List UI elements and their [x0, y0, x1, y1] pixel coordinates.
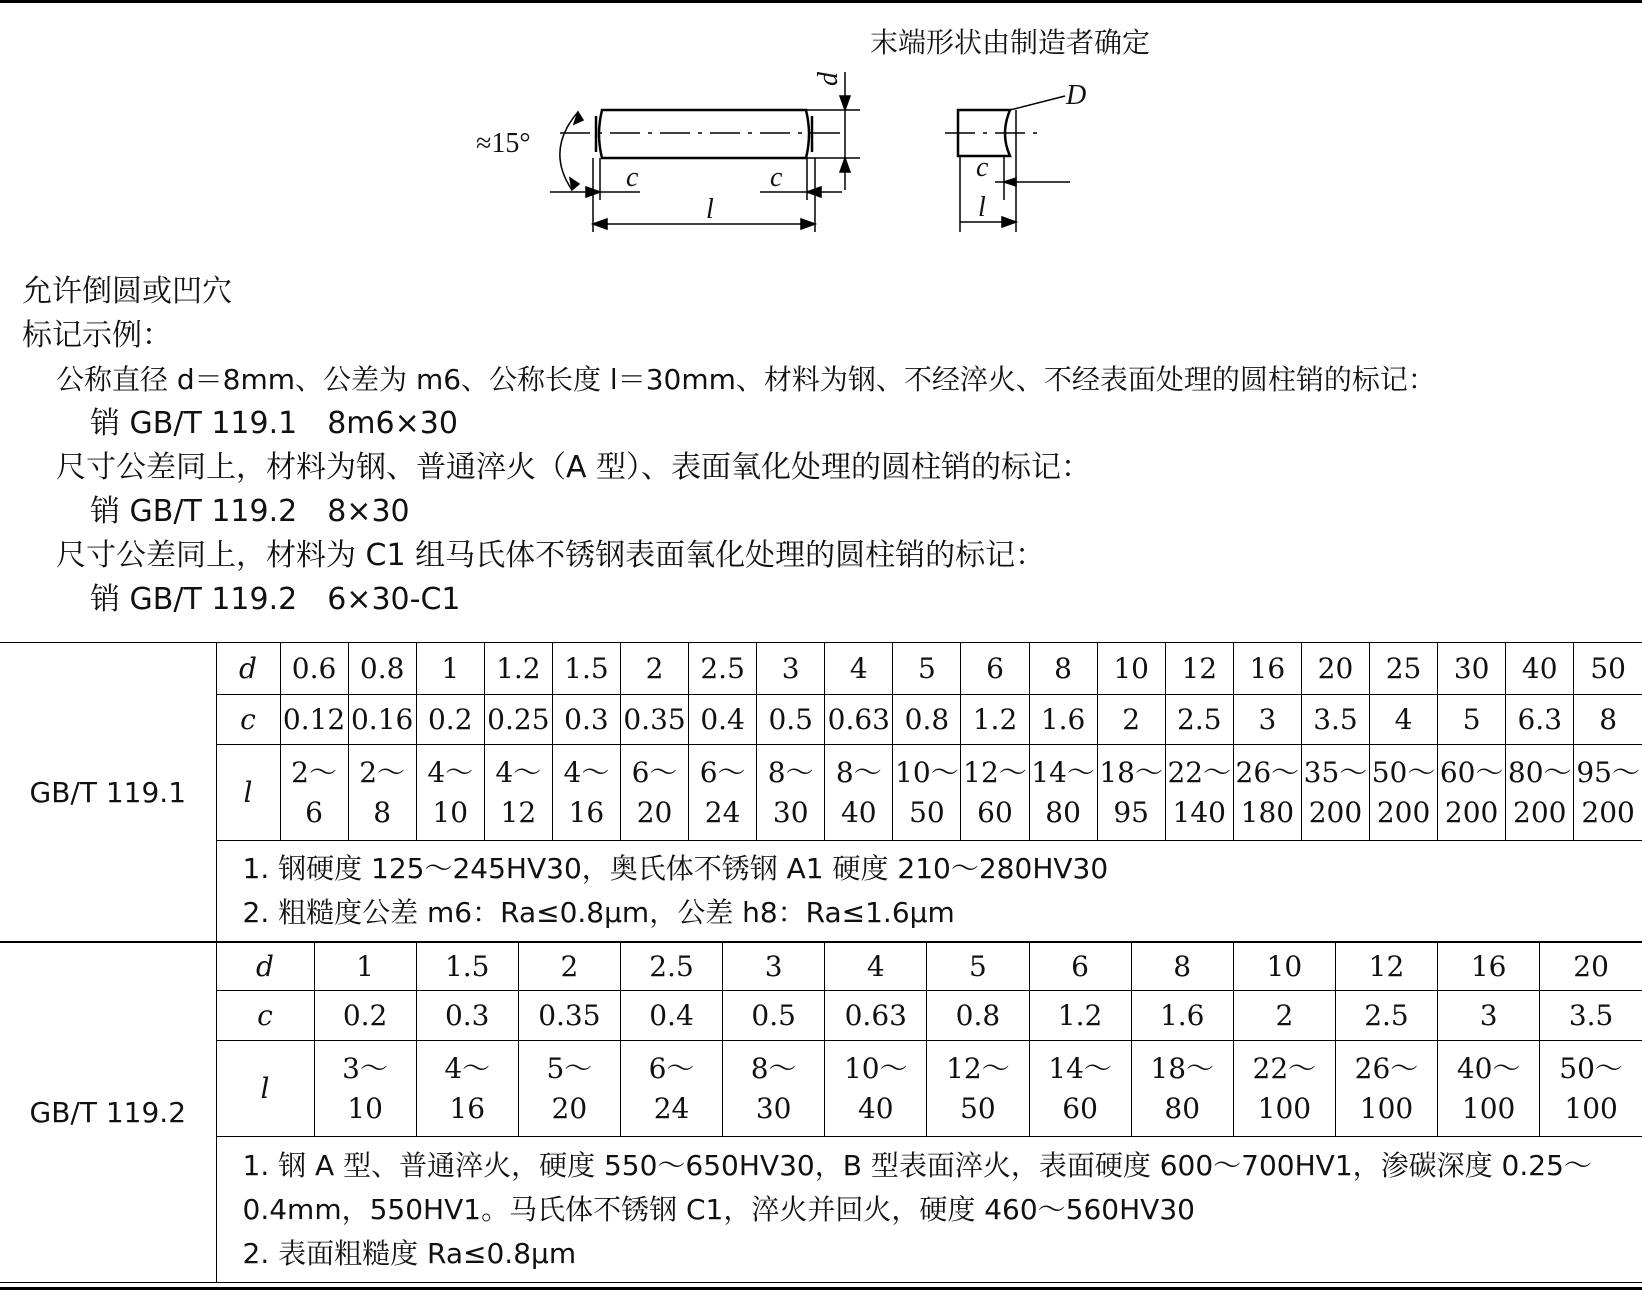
cell-l-max: 200 — [1308, 795, 1363, 829]
cell-l-max: 80 — [1164, 1091, 1201, 1125]
cell-l-max: 200 — [1513, 795, 1567, 829]
cell-l — [1029, 745, 1097, 841]
cell-c: 0.35 — [620, 695, 688, 745]
cell-d: 16 — [1233, 643, 1301, 695]
cell-l-min: 10～ — [843, 1051, 908, 1085]
table-note-2: 2. 粗糙度公差 m6：Ra≤0.8μm，公差 h8：Ra≤1.6μm — [242, 896, 955, 929]
cell-l-min: 26～ — [1235, 755, 1300, 789]
cell-c: 1.2 — [961, 695, 1029, 745]
standard-label: GB/T 119.2 — [0, 943, 216, 1283]
cell-l — [1335, 1041, 1437, 1137]
cell-l — [1233, 1041, 1335, 1137]
note-line: 公称直径 d＝8mm、公差为 m6、公称长度 l＝30mm、材料为钢、不经淬火、不经表面处理的圆柱销的标记： — [56, 363, 1436, 396]
cell-l-max: 140 — [1172, 795, 1226, 829]
cell-l-max: 40 — [840, 795, 877, 829]
table-note-2: 2. 表面粗糙度 Ra≤0.8μm — [242, 1236, 577, 1270]
cell-c: 6.3 — [1506, 695, 1574, 745]
cell-d: 6 — [961, 643, 1029, 695]
pin-drawing — [0, 0, 1642, 250]
cell-l — [1506, 745, 1574, 841]
note-line: 销 GB/T 119.2 8×30 — [90, 494, 410, 529]
cell-l — [893, 745, 961, 841]
cell-c: 4 — [1370, 695, 1438, 745]
cell-c: 0.2 — [314, 991, 416, 1041]
cell-d: 25 — [1370, 643, 1438, 695]
cell-l-min: 80～ — [1507, 755, 1572, 789]
cell-c: 0.63 — [825, 695, 893, 745]
cell-l-max: 50 — [909, 795, 945, 829]
cell-l — [1438, 1041, 1540, 1137]
angle-label: ≈15° — [476, 128, 531, 159]
cell-c: 0.16 — [348, 695, 416, 745]
cell-l — [1165, 745, 1233, 841]
cell-d: 12 — [1335, 943, 1437, 991]
row-header-d: d — [216, 643, 280, 695]
cell-l-min: 95～ — [1576, 755, 1640, 789]
cell-l — [620, 745, 688, 841]
cell-d: 5 — [927, 943, 1029, 991]
cell-l-max: 100 — [1257, 1091, 1312, 1125]
cell-d: 1.5 — [552, 643, 620, 695]
cell-c: 0.35 — [518, 991, 620, 1041]
note-line: 尺寸公差同上，材料为钢、普通淬火（A 型）、表面氧化处理的圆柱销的标记： — [56, 450, 1092, 485]
cell-c: 0.25 — [484, 695, 552, 745]
cell-c: 0.3 — [416, 991, 518, 1041]
cell-l-min: 2～ — [359, 755, 406, 789]
cell-l — [518, 1041, 620, 1137]
cell-l-max: 50 — [960, 1091, 996, 1125]
row-header-l: l — [216, 1041, 314, 1137]
cell-l-max: 10 — [432, 795, 469, 829]
cell-c: 5 — [1438, 695, 1506, 745]
table-gb-t-119-1 — [0, 642, 1642, 942]
cell-l-max: 95 — [1113, 795, 1149, 829]
detail-c-label: c — [976, 152, 989, 183]
cell-c: 8 — [1574, 695, 1642, 745]
cell-l-max: 24 — [704, 795, 741, 829]
cell-c: 0.4 — [689, 695, 757, 745]
row-header-l: l — [216, 745, 280, 841]
cell-l — [961, 745, 1029, 841]
cell-l — [314, 1041, 416, 1137]
cell-l-max: 24 — [653, 1091, 690, 1125]
cell-d: 10 — [1097, 643, 1165, 695]
cell-l-min: 8～ — [835, 755, 882, 789]
cell-l-min: 5～ — [546, 1051, 593, 1085]
cell-l-min: 4～ — [427, 755, 474, 789]
cell-c: 1.6 — [1131, 991, 1233, 1041]
cell-l-max: 6 — [305, 795, 323, 829]
cell-l-max: 20 — [636, 795, 673, 829]
cell-l-max: 200 — [1581, 795, 1635, 829]
cell-l — [1438, 745, 1506, 841]
cell-l — [723, 1041, 825, 1137]
cell-l-min: 12～ — [963, 755, 1027, 789]
cell-l-max: 40 — [857, 1091, 894, 1125]
cell-c: 0.5 — [757, 695, 825, 745]
cell-l — [416, 745, 484, 841]
cell-d: 0.8 — [348, 643, 416, 695]
note-line: 标记示例： — [22, 318, 172, 353]
cell-l — [825, 745, 893, 841]
dim-l-label: l — [706, 194, 714, 225]
end-shape-note: 末端形状由制造者确定 — [870, 28, 1151, 59]
cell-c: 0.63 — [825, 991, 927, 1041]
cell-l-max: 16 — [568, 795, 605, 829]
cell-l-max: 180 — [1240, 795, 1295, 829]
note-line: 销 GB/T 119.2 6×30-C1 — [90, 582, 461, 617]
cell-d: 12 — [1165, 643, 1233, 695]
cell-l-min: 4～ — [495, 755, 542, 789]
cell-l — [620, 1041, 722, 1137]
cell-l-max: 100 — [1564, 1091, 1618, 1125]
cell-l — [1131, 1041, 1233, 1137]
cell-d: 1 — [416, 643, 484, 695]
cell-d: 2 — [518, 943, 620, 991]
cell-l — [825, 1041, 927, 1137]
cell-l — [416, 1041, 518, 1137]
cell-c: 2.5 — [1335, 991, 1437, 1041]
cell-l-min: 35～ — [1303, 755, 1368, 789]
cell-d: 20 — [1540, 943, 1642, 991]
cell-d: 4 — [825, 643, 893, 695]
cell-l — [484, 745, 552, 841]
note-line: 允许倒圆或凹穴 — [22, 274, 232, 309]
cell-d: 0.6 — [280, 643, 348, 695]
cell-d: 6 — [1029, 943, 1131, 991]
cell-l-min: 2～ — [291, 755, 337, 789]
cell-d: 3 — [723, 943, 825, 991]
cell-l-max: 8 — [373, 795, 392, 829]
cell-l-max: 16 — [449, 1091, 486, 1125]
cell-l — [689, 745, 757, 841]
cell-c: 2 — [1097, 695, 1165, 745]
detail-D-label: D — [1066, 80, 1087, 111]
cell-l-max: 60 — [1062, 1091, 1098, 1125]
cell-l-max: 10 — [347, 1091, 383, 1125]
cell-d: 2.5 — [689, 643, 757, 695]
cell-c: 0.3 — [552, 695, 620, 745]
dim-d-label: d — [813, 72, 844, 86]
cell-d: 2 — [620, 643, 688, 695]
cell-l-min: 50～ — [1559, 1051, 1623, 1085]
table-gb-t-119-2 — [0, 942, 1642, 1283]
cell-l-min: 50～ — [1371, 755, 1436, 789]
cell-l — [348, 745, 416, 841]
cell-d: 3 — [757, 643, 825, 695]
cell-l — [1233, 745, 1301, 841]
cell-l-min: 3～ — [342, 1051, 388, 1085]
cell-l-max: 100 — [1359, 1091, 1414, 1125]
table-notes — [216, 1137, 1642, 1283]
cell-l-min: 6～ — [699, 755, 746, 789]
cell-d: 1.5 — [416, 943, 518, 991]
cell-l-min: 12～ — [946, 1051, 1010, 1085]
cell-c: 0.5 — [723, 991, 825, 1041]
cell-l — [552, 745, 620, 841]
row-header-d: d — [216, 943, 314, 991]
cell-c: 1.2 — [1029, 991, 1131, 1041]
dim-c-left-label: c — [626, 162, 639, 193]
cell-l-min: 4～ — [563, 755, 610, 789]
cell-l-min: 6～ — [648, 1051, 695, 1085]
cell-d: 40 — [1506, 643, 1574, 695]
cell-d: 10 — [1233, 943, 1335, 991]
row-header-c: c — [216, 991, 314, 1041]
cell-l-min: 60～ — [1439, 755, 1504, 789]
cell-l-max: 200 — [1376, 795, 1431, 829]
cell-c: 0.2 — [416, 695, 484, 745]
standard-label: GB/T 119.1 — [0, 643, 216, 942]
cell-c: 0.8 — [893, 695, 961, 745]
cell-l — [1029, 1041, 1131, 1137]
note-line: 尺寸公差同上，材料为 C1 组马氏体不锈钢表面氧化处理的圆柱销的标记： — [56, 538, 1046, 573]
cell-d: 20 — [1301, 643, 1369, 695]
cell-l-min: 18～ — [1150, 1051, 1215, 1085]
cell-d: 8 — [1131, 943, 1233, 991]
cell-l — [1301, 745, 1369, 841]
cell-l — [1097, 745, 1165, 841]
marking-notes — [22, 270, 1436, 622]
cell-c: 1.6 — [1029, 695, 1097, 745]
table-notes — [216, 841, 1642, 942]
detail-l-label: l — [978, 192, 986, 223]
cell-c: 0.8 — [927, 991, 1029, 1041]
cell-c: 2 — [1233, 991, 1335, 1041]
cell-l — [1540, 1041, 1642, 1137]
cell-l-min: 18～ — [1099, 755, 1163, 789]
cell-c: 0.4 — [620, 991, 722, 1041]
cell-d: 5 — [893, 643, 961, 695]
cell-l-min: 26～ — [1354, 1051, 1419, 1085]
cell-d: 16 — [1438, 943, 1540, 991]
cell-l-max: 80 — [1045, 795, 1081, 829]
note-line: 销 GB/T 119.1 8m6×30 — [90, 406, 458, 441]
cell-l-min: 6～ — [631, 755, 678, 789]
cell-l-max: 60 — [977, 795, 1013, 829]
cell-c: 3 — [1233, 695, 1301, 745]
cell-l-min: 10～ — [895, 755, 959, 789]
cell-l-min: 8～ — [750, 1051, 797, 1085]
table-note-1: 1. 钢硬度 125～245HV30，奥氏体不锈钢 A1 硬度 210～280HV30 — [242, 852, 1109, 885]
dim-c-right-label: c — [770, 162, 783, 193]
cell-d: 50 — [1574, 643, 1642, 695]
cell-c: 3 — [1438, 991, 1540, 1041]
cell-d: 4 — [825, 943, 927, 991]
cell-c: 2.5 — [1165, 695, 1233, 745]
cell-l-max: 12 — [500, 795, 537, 829]
cell-c: 0.12 — [280, 695, 348, 745]
cell-c: 3.5 — [1540, 991, 1642, 1041]
cell-l-max: 200 — [1444, 795, 1499, 829]
cell-l-min: 4～ — [444, 1051, 491, 1085]
cell-l-min: 14～ — [1048, 1051, 1112, 1085]
table-note-1: 1. 钢 A 型、普通淬火，硬度 550～650HV30，B 型表面淬火，表面硬度 600～700HV1，渗碳深度 0.25～0.4mm，550HV1。马氏体不锈钢 C1，淬火并回火，硬度 460～560HV30 — [242, 1148, 1592, 1226]
cell-l-min: 8～ — [767, 755, 814, 789]
row-header-c: c — [216, 695, 280, 745]
cell-d: 2.5 — [620, 943, 722, 991]
cell-d: 8 — [1029, 643, 1097, 695]
cell-d: 30 — [1438, 643, 1506, 695]
cell-l-max: 30 — [755, 1091, 792, 1125]
cell-l-max: 100 — [1461, 1091, 1516, 1125]
cell-l-min: 14～ — [1031, 755, 1095, 789]
cell-l — [927, 1041, 1029, 1137]
cell-l — [280, 745, 348, 841]
cell-c: 3.5 — [1301, 695, 1369, 745]
cell-l-max: 30 — [772, 795, 809, 829]
cell-l-min: 22～ — [1252, 1051, 1317, 1085]
cell-l-max: 20 — [551, 1091, 588, 1125]
cell-l — [1574, 745, 1642, 841]
cell-l-min: 40～ — [1456, 1051, 1521, 1085]
cell-l-min: 22～ — [1167, 755, 1232, 789]
cell-d: 1 — [314, 943, 416, 991]
cell-l — [1370, 745, 1438, 841]
cell-d: 1.2 — [484, 643, 552, 695]
cell-l — [757, 745, 825, 841]
